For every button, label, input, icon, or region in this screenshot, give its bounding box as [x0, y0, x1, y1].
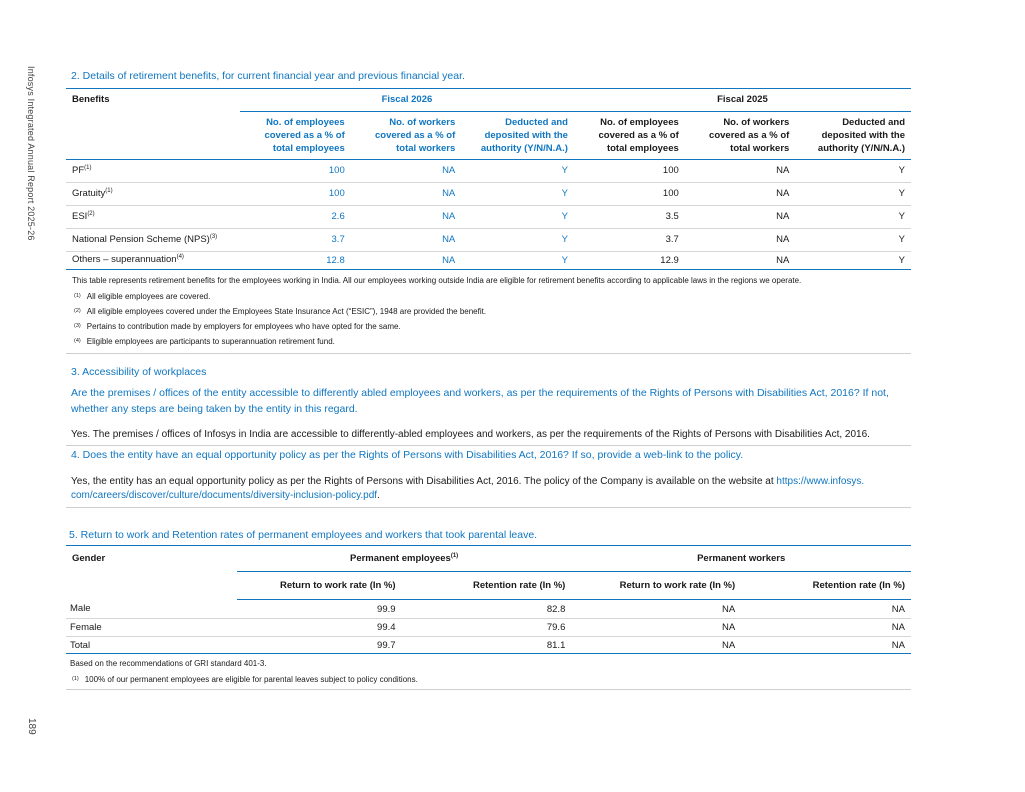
cell: Y — [461, 182, 574, 205]
cell: NA — [571, 637, 741, 654]
report-side-title: Infosys Integrated Annual Report 2025-26 — [26, 66, 36, 241]
cell: NA — [741, 637, 911, 654]
row-label: Total — [66, 637, 237, 654]
table-row — [66, 251, 911, 269]
fiscal-2025-header: Fiscal 2025 — [574, 89, 911, 111]
footnotes — [66, 289, 911, 349]
row-label: Gratuity$^{(1)}$ — [66, 182, 240, 205]
cell: Y — [795, 251, 911, 269]
cell: 79.6 — [402, 619, 572, 637]
cell: Y — [461, 251, 574, 269]
cell: NA — [685, 205, 796, 228]
policy-link[interactable]: https://www.infosys. com/careers/discover/culture/documents/diversity-inclusion-policy.pdf — [71, 475, 865, 501]
cell: NA — [571, 600, 741, 619]
cell: 3.7 — [240, 228, 351, 251]
section4-answer: Yes, the entity has an equal opportunity policy as per the Rights of Persons with Disabilities Act, 2016. The policy of the Company is available on the website at https://www.infosys. com/careers/discover/culture/documents/diversity-inclusion-policy.pdf. — [71, 475, 865, 501]
cell: NA — [685, 228, 796, 251]
cell: Y — [795, 228, 911, 251]
page-content — [66, 68, 911, 690]
table-row — [66, 182, 911, 205]
cell: 100 — [240, 182, 351, 205]
section4-question: 4. Does the entity have an equal opportunity policy as per the Rights of Persons with Disabilities Act, 2016? If so, provide a web-link to the policy. — [71, 448, 744, 461]
retirement-benefits-table — [66, 89, 911, 270]
col-header-return-workers: Return to work rate (In %) — [571, 572, 741, 600]
parental-leave-table — [66, 546, 911, 655]
table-row — [66, 637, 911, 654]
cell: 3.5 — [574, 205, 685, 228]
row-label: Female — [66, 619, 237, 637]
cell: NA — [351, 205, 462, 228]
cell: NA — [351, 251, 462, 269]
permanent-employees-header: Permanent employees$^{(1)}$ — [237, 546, 572, 572]
cell: 100 — [240, 160, 351, 183]
divider — [66, 353, 911, 354]
section5-note: Based on the recommendations of GRI standard 401-3. — [70, 659, 267, 668]
col-header-employees-2025: No. of employees covered as a % of total employees — [598, 116, 679, 154]
cell: NA — [351, 160, 462, 183]
footnote: $^{(1)}$ All eligible employees are covered. — [74, 291, 211, 301]
section5-title: 5. Return to work and Retention rates of permanent employees and workers that took parental leave. — [69, 528, 538, 541]
cell: NA — [741, 600, 911, 619]
cell: NA — [685, 160, 796, 183]
cell: 12.8 — [240, 251, 351, 269]
table-row — [66, 619, 911, 637]
divider — [66, 445, 911, 446]
page-number: 189 — [26, 718, 37, 735]
cell: 100 — [574, 160, 685, 183]
cell: Y — [795, 160, 911, 183]
divider — [66, 507, 911, 508]
cell: 99.9 — [237, 600, 402, 619]
cell: NA — [685, 182, 796, 205]
row-label: Male — [66, 600, 237, 619]
row-label: PF$^{(1)}$ — [66, 160, 240, 183]
section3-title: 3. Accessibility of workplaces — [71, 365, 207, 378]
cell: Y — [795, 182, 911, 205]
section3-answer: Yes. The premises / offices of Infosys in India are accessible to differently-abled employees and workers, as per the requirements of the Rights of Persons with Disabilities Act, 2016. — [71, 428, 870, 440]
cell: Y — [795, 205, 911, 228]
row-label: ESI$^{(2)}$ — [66, 205, 240, 228]
gender-header: Gender — [72, 552, 106, 564]
cell: NA — [351, 228, 462, 251]
col-header-workers-2026: No. of workers covered as a % of total workers — [375, 116, 456, 154]
fiscal-2026-header: Fiscal 2026 — [240, 89, 574, 111]
cell: 2.6 — [240, 205, 351, 228]
col-header-retention-employees: Retention rate (In %) — [402, 572, 572, 600]
cell: 100 — [574, 182, 685, 205]
col-header-deducted-2025: Deducted and deposited with the authority (Y/N/N.A.) — [817, 116, 905, 154]
footnote: $^{(3)}$ Pertains to contribution made by employers for employees who have opted for the same. — [74, 321, 401, 331]
section3-question: Are the premises / offices of the entity accessible to differently abled employees and workers, as per the requirements of the Rights of Persons with Disabilities Act, 2016? If not, whether any steps are being taken by the entity in this regard. — [71, 386, 889, 415]
table-note: This table represents retirement benefits for the employees working in India. All our employees working outside India are eligible for retirement benefits according to applicable laws in the regions we operate. — [72, 275, 802, 285]
divider — [66, 689, 911, 690]
benefits-header: Benefits — [72, 94, 110, 105]
section2-title: 2. Details of retirement benefits, for current financial year and previous financial year. — [71, 70, 465, 82]
table-row — [66, 600, 911, 619]
cell: Y — [461, 160, 574, 183]
footnote: $^{(2)}$ All eligible employees covered under the Employees State Insurance Act (“ESIC”), 1948 are provided the benefit. — [74, 306, 487, 316]
row-label: Others – superannuation$^{(4)}$ — [66, 251, 240, 269]
col-header-employees-2026: No. of employees covered as a % of total employees — [264, 116, 345, 154]
cell: Y — [461, 228, 574, 251]
cell: 82.8 — [402, 600, 572, 619]
col-header-deducted-2026: Deducted and deposited with the authority (Y/N/N.A.) — [480, 116, 568, 154]
cell: 99.4 — [237, 619, 402, 637]
footnote: $^{(4)}$ Eligible employees are participants to superannuation retirement fund. — [74, 336, 335, 346]
table-row — [66, 228, 911, 251]
cell: NA — [685, 251, 796, 269]
cell: Y — [461, 205, 574, 228]
cell: NA — [741, 619, 911, 637]
cell: 81.1 — [402, 637, 572, 654]
cell: NA — [571, 619, 741, 637]
section5-footnote: $^{(1)}$ 100% of our permanent employees are eligible for parental leaves subject to policy conditions. — [72, 675, 418, 684]
cell: 12.9 — [574, 251, 685, 269]
cell: NA — [351, 182, 462, 205]
col-header-return-employees: Return to work rate (In %) — [237, 572, 402, 600]
permanent-workers-header: Permanent workers — [571, 546, 911, 572]
table-row — [66, 205, 911, 228]
col-header-retention-workers: Retention rate (In %) — [741, 572, 911, 600]
cell: 3.7 — [574, 228, 685, 251]
row-label: National Pension Scheme (NPS)$^{(3)}$ — [66, 228, 240, 251]
cell: 99.7 — [237, 637, 402, 654]
col-header-workers-2025: No. of workers covered as a % of total workers — [709, 116, 790, 154]
table-row — [66, 160, 911, 183]
